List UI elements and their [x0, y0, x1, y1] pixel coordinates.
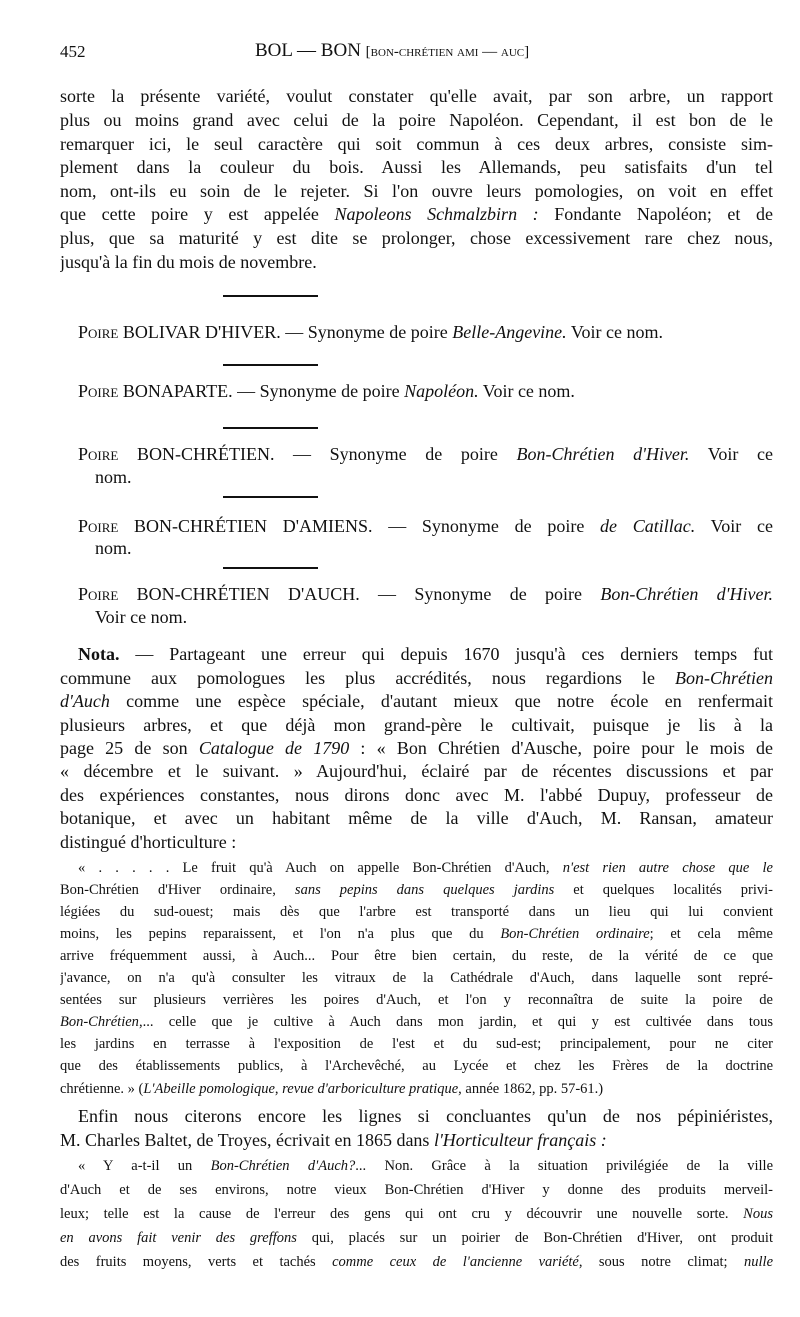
italic-text: Catalogue de 1790 [198, 737, 350, 758]
text-line [60, 760, 773, 783]
small-caps-text: Poire [78, 516, 119, 537]
text-line [60, 1080, 773, 1099]
text-line [60, 1035, 773, 1054]
italic-text: Napoléon. [404, 381, 479, 402]
text-line [78, 1105, 773, 1128]
text-segment: « . . . . . Le fruit qu'à Auch on appelle Bon-Chrétien d'Auch, [78, 859, 563, 876]
text-line [60, 991, 773, 1010]
text-segment: Fondante Napoléon; et de [538, 204, 773, 225]
small-caps-text: Poire [78, 322, 119, 343]
italic-text: Bon-Chrétien d'Hiver. [516, 444, 690, 465]
running-header-title: BOL — BON [255, 40, 361, 61]
text-segment: leux; telle est la cause de l'erreur des gens qui ont cru y découvrir une nouvelle sorte. [60, 1205, 744, 1222]
text-segment: M. Charles Baltet, de Troyes, écrivait en 1865 dans [60, 1130, 434, 1151]
text-segment: plus, que sa maturité y est dite se prolonger, chose excessivement rare chez nous, [60, 227, 773, 248]
italic-text: n'est rien autre chose que le [562, 859, 773, 876]
text-segment: , année 1862, pp. 57-61.) [458, 1080, 604, 1097]
italic-text: d'Auch [60, 691, 110, 712]
italic-text: de Catillac. [600, 516, 696, 537]
text-segment: Voir ce [695, 516, 773, 537]
text-segment: nom. [95, 466, 132, 487]
italic-text: nulle [744, 1254, 773, 1271]
text-line [95, 466, 773, 489]
text-segment: BON-CHRÉTIEN D'AUCH. — Synonyme de poire [118, 584, 601, 605]
text-segment: distingué d'horticulture : [60, 831, 237, 852]
text-line [60, 737, 773, 760]
text-segment: les jardins en terrasse à l'exposition de l'est et du sud-est; principalement, pour ne citer [60, 1036, 773, 1053]
text-line [60, 831, 773, 854]
text-segment: BOLIVAR D'HIVER. — Synonyme de poire [118, 322, 453, 343]
text-segment: page 25 de son [60, 737, 199, 758]
italic-text: Bon-Chrétien d'Auch? [210, 1157, 356, 1174]
text-line [60, 203, 773, 226]
text-segment: et quelques localités privi- [554, 881, 773, 898]
text-line [60, 133, 773, 156]
text-segment: « Y a-t-il un [78, 1157, 211, 1174]
text-line [60, 85, 773, 108]
small-caps-text: Poire [78, 584, 119, 605]
text-line [78, 443, 773, 466]
text-line [78, 515, 773, 538]
text-line [60, 690, 773, 713]
text-segment: d'Auch et de ses environs, notre vieux Bon-Chrétien d'Hiver y donne des produits merveil- [60, 1181, 773, 1198]
text-line [60, 1013, 773, 1032]
text-segment: ; et cela même [649, 925, 773, 942]
small-caps-text: Poire [78, 444, 119, 465]
text-segment: : « Bon Chrétien d'Ausche, poire pour le mois de [349, 737, 773, 758]
text-line [60, 714, 773, 737]
text-segment: moins, les pepins reparaissent, et l'on n'a plus que du [60, 925, 501, 942]
text-segment: arrive fréquemment aussi, à Auch... Pour être bien certain, du reste, de la vérité de ce que [60, 947, 773, 964]
text-line [78, 583, 773, 606]
separator-rule [223, 295, 318, 297]
text-segment: que cette poire y est appelée [60, 204, 335, 225]
separator-rule [223, 567, 318, 569]
text-segment: que des établissements publics, à l'Archevêché, au Lycée et chez les Frères de la doctrine [60, 1058, 773, 1075]
text-line [78, 380, 773, 403]
text-segment: ... Non. Grâce à la situation privilégiée de la ville [355, 1157, 773, 1174]
text-segment: plement dans la couleur du bois. Aussi les Allemands, peu satisfaits d'un tel [60, 157, 773, 178]
text-line [60, 1253, 773, 1272]
text-segment: comme une espèce spéciale, d'autant mieux que notre école en renfermait [109, 691, 773, 712]
text-segment: légiées du sud-ouest; mais dès que l'arbre est transporté dans un lieu qui lui convient [60, 903, 773, 920]
italic-text: L'Abeille pomologique [143, 1080, 275, 1097]
italic-text: revue d'arboriculture pratique [282, 1080, 459, 1097]
text-line [60, 1181, 773, 1200]
text-line [60, 1205, 773, 1224]
text-segment: Voir ce [689, 444, 773, 465]
text-segment: BONAPARTE. — Synonyme de poire [118, 381, 405, 402]
text-segment: commune aux pomologues les plus accrédités, nous regardions le [60, 667, 676, 688]
text-segment: « décembre et le suivant. » Aujourd'hui, éclairé par de récentes discussions et par [60, 761, 773, 782]
text-segment: BON-CHRÉTIEN. — Synonyme de poire [118, 444, 517, 465]
text-line [60, 881, 773, 900]
separator-rule [223, 496, 318, 498]
text-line [60, 156, 773, 179]
text-line [95, 606, 773, 629]
text-segment: nom, ont-ils eu soin de le rejeter. Si l'on ouvre leurs pomologies, on voit en effet [60, 180, 773, 201]
text-line [78, 321, 773, 344]
italic-text: Bon-Chrétien [60, 1014, 139, 1031]
italic-text: Belle-Angevine. [452, 322, 567, 343]
text-segment: plus ou moins grand avec celui de la poire Napoléon. Cependant, il est bon de le [60, 109, 773, 130]
text-line [78, 1157, 773, 1176]
italic-text: Bon-Chrétien ordinaire [500, 925, 650, 942]
italic-text: en avons fait venir des greffons [60, 1230, 297, 1247]
italic-text: l'Horticulteur français : [433, 1130, 607, 1151]
text-line [60, 180, 773, 203]
text-segment: BON-CHRÉTIEN D'AMIENS. — Synonyme de poire [118, 516, 601, 537]
text-segment: remarquer ici, le seul caractère qui soit commun à ces deux arbres, consiste sim- [60, 133, 773, 154]
text-line [60, 1057, 773, 1076]
text-line [78, 859, 773, 878]
text-segment: Enfin nous citerons encore les lignes si concluantes qu'un de nos pépiniéristes, [78, 1106, 773, 1127]
text-segment: , [274, 1080, 283, 1097]
italic-text: sans pepins dans quelques jardins [294, 881, 555, 898]
text-line [60, 251, 773, 274]
text-segment: , sous notre climat; [578, 1254, 745, 1271]
text-line [60, 925, 773, 944]
text-line [60, 1229, 773, 1248]
text-line [60, 969, 773, 988]
text-line [60, 1129, 773, 1152]
text-segment: j'avance, on n'a qu'à consulter les vitraux de la Cathédrale d'Auch, dans laquelle sont repré- [60, 970, 773, 987]
text-segment: jusqu'à la fin du mois de novembre. [60, 251, 317, 272]
text-line [60, 109, 773, 132]
text-segment: plusieurs arbres, et que déjà mon grand-père le cultivait, puisque je lis à la [60, 714, 773, 735]
text-line [60, 667, 773, 690]
text-segment: des fruits moyens, verts et tachés [60, 1254, 333, 1271]
separator-rule [223, 364, 318, 366]
text-segment: qui, placés sur un poirier de Bon-Chrétien d'Hiver, ont produit [296, 1230, 773, 1247]
text-line [78, 643, 773, 666]
text-segment: — Partageant une erreur qui depuis 1670 jusqu'à ces derniers temps fut [119, 644, 773, 665]
text-segment: sorte la présente variété, voulut constater qu'elle avait, par son arbre, un rapport [60, 86, 773, 107]
text-segment: nom. [95, 537, 132, 558]
text-segment: sentées sur plusieurs verrières les poires d'Auch, et l'on y reconnaîtra de suite la poire de [60, 992, 773, 1009]
italic-text: Bon-Chrétien [675, 667, 773, 688]
text-line [60, 807, 773, 830]
text-segment: botanique, et avec un habitant même de la ville d'Auch, M. Ransan, amateur [60, 808, 773, 829]
text-segment: des expériences constantes, nous dirons donc avec M. l'abbé Dupuy, professeur de [60, 784, 773, 805]
text-segment: chrétienne. » ( [60, 1080, 144, 1097]
italic-text: Nous [743, 1205, 773, 1222]
text-line [60, 947, 773, 966]
text-segment: Bon-Chrétien d'Hiver ordinaire, [60, 881, 295, 898]
italic-text: Napoleons Schmalzbirn : [334, 204, 539, 225]
running-header-range: [bon-chrétien ami — auc] [365, 44, 530, 60]
text-line [60, 227, 773, 250]
text-segment: ,... celle que je cultive à Auch dans mon jardin, et qui y est cultivée dans tous [138, 1014, 773, 1031]
text-line [60, 784, 773, 807]
separator-rule [223, 427, 318, 429]
text-line [95, 537, 773, 560]
small-caps-text: Poire [78, 381, 119, 402]
italic-text: Bon-Chrétien d'Hiver. [600, 584, 773, 605]
text-segment: Voir ce nom. [95, 607, 188, 628]
italic-text: comme ceux de l'ancienne variété [332, 1254, 579, 1271]
text-segment: Voir ce nom. [478, 381, 575, 402]
running-header [255, 40, 529, 62]
text-line [60, 903, 773, 922]
bold-text: Nota. [78, 644, 120, 665]
text-segment: Voir ce nom. [566, 322, 663, 343]
page-number: 452 [60, 42, 86, 61]
